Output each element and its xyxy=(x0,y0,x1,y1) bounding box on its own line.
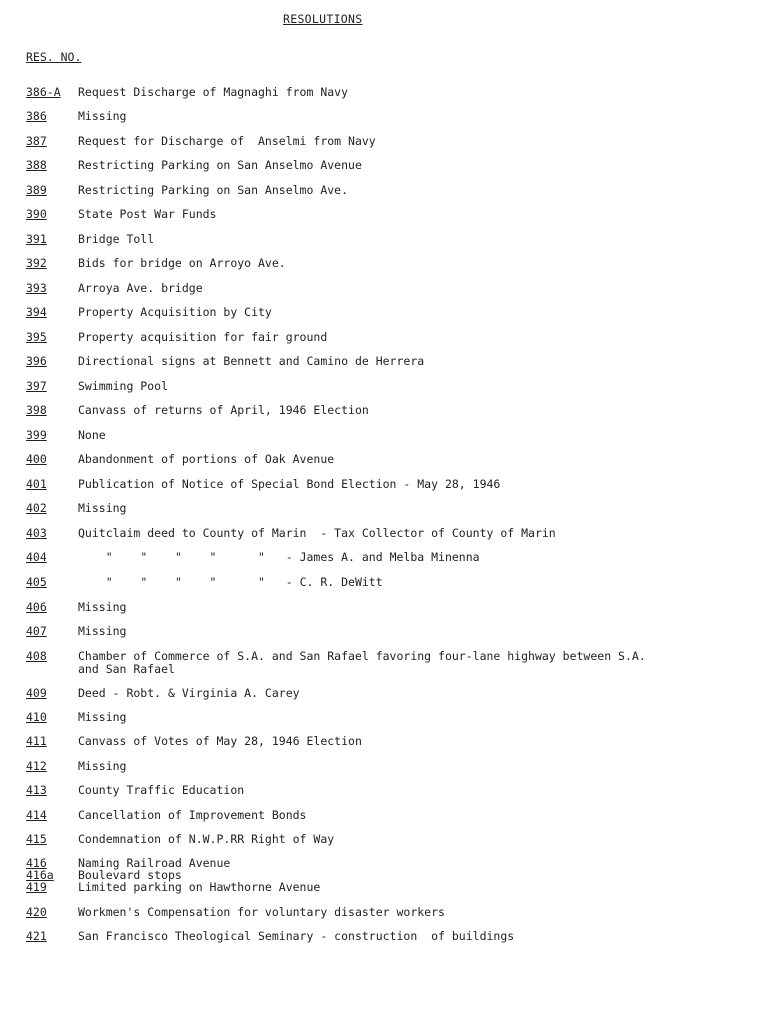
resolution-number: 413 xyxy=(26,783,47,797)
page-title: RESOLUTIONS xyxy=(283,12,363,26)
resolution-number: 405 xyxy=(26,575,47,589)
resolution-description: Restricting Parking on San Anselmo Ave. xyxy=(78,183,349,197)
resolution-number: 402 xyxy=(26,501,47,515)
resolution-number: 397 xyxy=(26,379,47,393)
resolution-number: 390 xyxy=(26,207,47,221)
resolution-description: Bridge Toll xyxy=(78,232,155,246)
resolution-number: 420 xyxy=(26,905,47,919)
resolution-number: 392 xyxy=(26,256,47,270)
resolution-description: Missing xyxy=(78,624,127,638)
resolution-description: San Francisco Theological Seminary - construction of buildings xyxy=(78,929,515,943)
resolution-number: 398 xyxy=(26,403,47,417)
resolution-description: Missing xyxy=(78,109,127,123)
resolution-number: 389 xyxy=(26,183,47,197)
resolution-number: 410 xyxy=(26,710,47,724)
resolution-number: 394 xyxy=(26,305,47,319)
resolution-description: Missing xyxy=(78,710,127,724)
resolution-description: Arroya Ave. bridge xyxy=(78,281,203,295)
resolution-description: Missing xyxy=(78,600,127,614)
resolution-number: 386 xyxy=(26,109,47,123)
resolution-number: 401 xyxy=(26,477,47,491)
resolution-number: 400 xyxy=(26,452,47,466)
resolution-description: Bids for bridge on Arroyo Ave. xyxy=(78,256,286,270)
resolution-number: 407 xyxy=(26,624,47,638)
resolution-number: 391 xyxy=(26,232,47,246)
resolution-description: Deed - Robt. & Virginia A. Carey xyxy=(78,686,300,700)
resolution-description: Condemnation of N.W.P.RR Right of Way xyxy=(78,832,335,846)
resolution-description: Request Discharge of Magnaghi from Navy xyxy=(78,85,349,99)
resolution-description: None xyxy=(78,428,106,442)
resolution-number: 406 xyxy=(26,600,47,614)
resolution-description: Workmen's Compensation for voluntary disaster workers xyxy=(78,905,445,919)
resolution-description: Boulevard stops xyxy=(78,868,182,882)
resolution-description: Publication of Notice of Special Bond Election - May 28, 1946 xyxy=(78,477,501,491)
resolution-number: 419 xyxy=(26,880,47,894)
resolution-description: Abandonment of portions of Oak Avenue xyxy=(78,452,335,466)
resolution-number: 404 xyxy=(26,550,47,564)
resolution-description: Directional signs at Bennett and Camino de Herrera xyxy=(78,354,425,368)
resolution-description: Restricting Parking on San Anselmo Avenue xyxy=(78,158,362,172)
resolution-number: 387 xyxy=(26,134,47,148)
resolution-number: 421 xyxy=(26,929,47,943)
resolution-description: Naming Railroad Avenue xyxy=(78,856,231,870)
resolution-description: County Traffic Education xyxy=(78,783,245,797)
resolution-number: 386-A xyxy=(26,85,61,99)
resolution-number: 408 xyxy=(26,649,47,663)
resolution-description: Property Acquisition by City xyxy=(78,305,272,319)
column-header: RES. NO. xyxy=(26,50,82,64)
resolution-number: 395 xyxy=(26,330,47,344)
resolution-description: Cancellation of Improvement Bonds xyxy=(78,808,307,822)
resolution-number: 415 xyxy=(26,832,47,846)
resolution-description: Canvass of returns of April, 1946 Election xyxy=(78,403,369,417)
resolution-number: 409 xyxy=(26,686,47,700)
resolution-number: 403 xyxy=(26,526,47,540)
resolution-description: Quitclaim deed to County of Marin - Tax Collector of County of Marin xyxy=(78,526,556,540)
resolution-number: 416 xyxy=(26,856,47,870)
resolution-description: Request for Discharge of Anselmi from Navy xyxy=(78,134,376,148)
resolution-description: State Post War Funds xyxy=(78,207,217,221)
resolution-number: 399 xyxy=(26,428,47,442)
resolution-description: Swimming Pool xyxy=(78,379,169,393)
resolution-description: Canvass of Votes of May 28, 1946 Election xyxy=(78,734,362,748)
resolution-number: 414 xyxy=(26,808,47,822)
resolution-description: " " " " " - James A. and Melba Minenna xyxy=(78,550,480,564)
resolution-description: Missing xyxy=(78,759,127,773)
resolution-number: 388 xyxy=(26,158,47,172)
resolution-number: 416a xyxy=(26,868,54,882)
resolution-number: 396 xyxy=(26,354,47,368)
resolution-description: " " " " " - C. R. DeWitt xyxy=(78,575,383,589)
resolution-number: 411 xyxy=(26,734,47,748)
resolution-number: 412 xyxy=(26,759,47,773)
resolution-description: Missing xyxy=(78,501,127,515)
resolution-description: Property acquisition for fair ground xyxy=(78,330,328,344)
resolution-description: Chamber of Commerce of S.A. and San Rafael favoring four-lane highway between S.A. and San Rafael xyxy=(78,649,646,676)
resolution-description: Limited parking on Hawthorne Avenue xyxy=(78,880,321,894)
resolution-number: 393 xyxy=(26,281,47,295)
